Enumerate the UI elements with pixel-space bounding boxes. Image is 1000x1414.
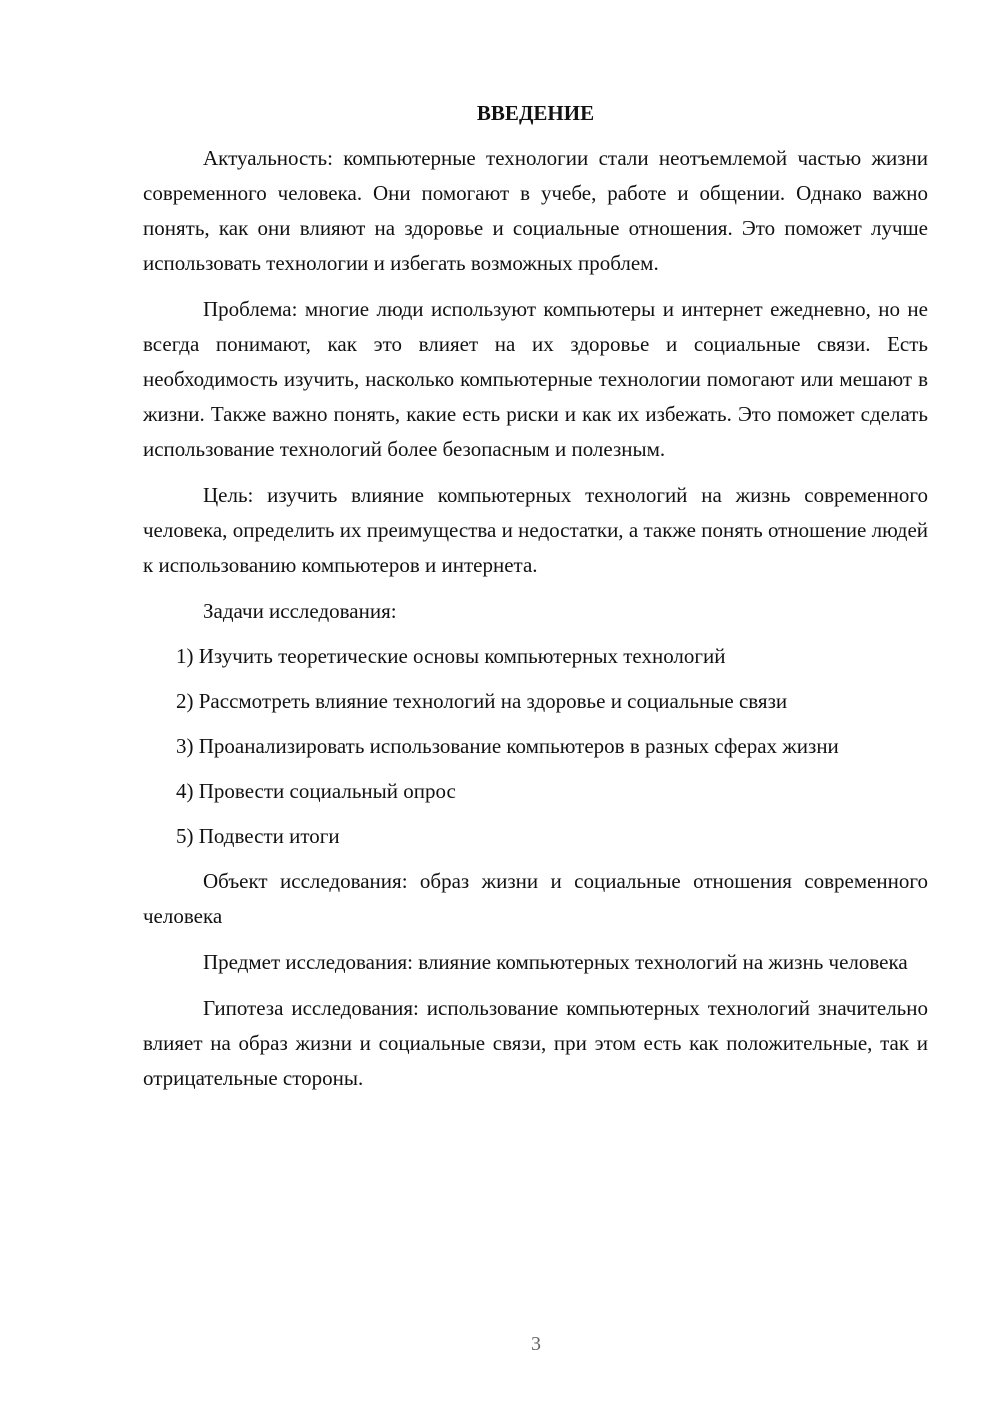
tasks-heading: Задачи исследования:: [203, 599, 397, 623]
paragraph-subject: Предмет исследования: влияние компьютерных технологий на жизнь человека: [203, 950, 908, 974]
paragraph-goal: Цель: изучить влияние компьютерных технологий на жизнь современного человека, определить их преимущества и недостатки, а также понять отношение людей к использованию компьютеров и интернета.: [143, 483, 928, 577]
paragraph-problem: Проблема: многие люди используют компьютеры и интернет ежедневно, но не всегда понимают, как это влияет на их здоровье и социальные связи. Есть необходимость изучить, насколько компьютерные технологии помогают или мешают в жизни. Также важно понять, какие есть риски и как их избежать. Это поможет сделать использование технологий более безопасным и полезным.: [143, 297, 928, 461]
paragraph-object: Объект исследования: образ жизни и социальные отношения современного человека: [143, 869, 928, 928]
task-item-1: 1) Изучить теоретические основы компьютерных технологий: [176, 644, 726, 668]
task-item-2: 2) Рассмотреть влияние технологий на здоровье и социальные связи: [176, 689, 788, 713]
document-page: [143, 96, 928, 1107]
task-item-5: 5) Подвести итоги: [176, 824, 340, 848]
paragraph-relevance: Актуальность: компьютерные технологии стали неотъемлемой частью жизни современного человека. Они помогают в учебе, работе и общении. Однако важно понять, как они влияют на здоровье и социальные отношения. Это поможет лучше использовать технологии и избегать возможных проблем.: [143, 146, 928, 275]
page-number: 3: [531, 1333, 541, 1355]
task-item-3: 3) Проанализировать использование компьютеров в разных сферах жизни: [176, 734, 839, 758]
page-title: ВВЕДЕНИЕ: [476, 101, 595, 125]
task-item-4: 4) Провести социальный опрос: [176, 779, 456, 803]
paragraph-hypothesis: Гипотеза исследования: использование компьютерных технологий значительно влияет на образ жизни и социальные связи, при этом есть как положительные, так и отрицательные стороны.: [143, 996, 928, 1090]
